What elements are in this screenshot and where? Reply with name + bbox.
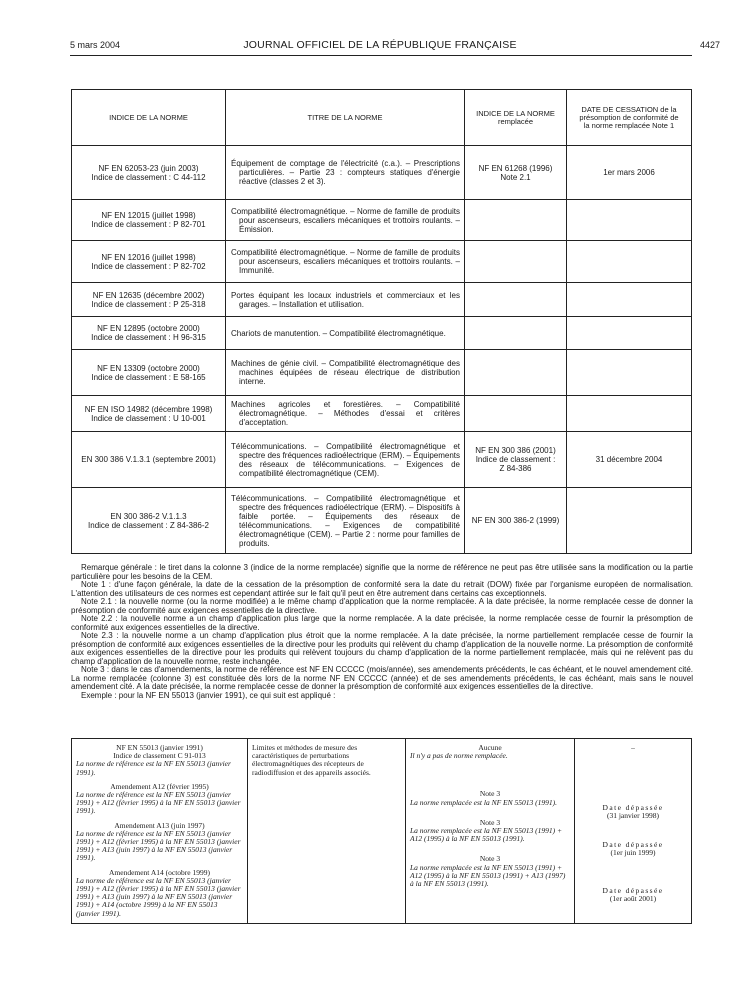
cell-titre: Portes équipant les locaux industriels et commerciaux et les garages. – Installation et utilisation. [226,283,465,317]
header-remplacee: INDICE DE LA NORME remplacée [465,90,567,146]
table-row [72,350,692,396]
cell-indice: NF EN 13309 (octobre 2000) Indice de classement : E 58-165 [72,350,226,396]
table-row [72,432,692,488]
table-row [72,283,692,317]
table-row [72,317,692,350]
note-general: Remarque générale : le tiret dans la colonne 3 (indice de la norme remplacée) signifie que la norme de référence ne peut pas être utilisée sans la modification ou la partie particulière pour les besoins de la CEM. [71,563,693,581]
table-row [72,200,692,241]
cell-date-cessation [567,350,692,396]
table-row [72,396,692,432]
header-titre: TITRE DE LA NORME [226,90,465,146]
cell-titre: Équipement de comptage de l'électricité (c.a.). – Prescriptions particulières. – Partie 23 : compteurs statiques d'énergie réactive (classes 2 et 3). [226,146,465,200]
table-row [72,146,692,200]
note-2-3: Note 2.3 : la nouvelle norme a un champ d'application plus étroit que la norme remplacée. A la date précisée, la norme partiellement remplacée cesse de fournir la présomption de conformité aux exigences essentielles de la directive pour les produits qui relèvent du champ d'application de la nouvelle norme. La présomption de conformité aux exigences essentielles de la directive pour les produits qui relèvent toujours du champ d'application de la norme partiellement remplacée, mais qui ne relèvent pas du champ d'application de la nouvelle norme, reste inchangée. [71,631,693,666]
table-row [72,488,692,554]
cell-titre: Télécommunications. – Compatibilité électromagnétique et spectre des fréquences radioélectrique (ERM). – Dispositifs à faible portée. – Équipements des réseaux de télécommunications. – Exigences de compatibilité électromagnétique (CEM). – Partie 2 : norme pour familles de produits. [226,488,465,554]
cell-remplacee [465,200,567,241]
standards-table [71,89,692,554]
cell-titre: Compatibilité électromagnétique. – Norme de famille de produits pour ascenseurs, escaliers mécaniques et trottoirs roulants. – Émission. [226,200,465,241]
cell-titre: Compatibilité électromagnétique. – Norme de famille de produits pour ascenseurs, escaliers mécaniques et trottoirs roulants. – Immunité. [226,241,465,283]
note-1: Note 1 : d'une façon générale, la date de la cessation de la présomption de conformité sera la date du retrait (DOW) fixée par l'organisme européen de normalisation. L'attention des utilisateurs de ces normes est cependant attirée sur le fait qu'il peut en être autrement dans certains cas exceptionnels. [71,580,693,598]
note-3: Note 3 : dans le cas d'amendements, la norme de référence est NF EN CCCCC (mois/année), ses amendements précédents, le cas échéant, et le nouvel amendement cité. La norme remplacée (colonne 3) est constituée dès lors de la norme NF EN CCCCC (année) et de ses amendements précédents, le cas échéant, mais sans le nouvel amendement cité. A la date précisée, la norme remplacée cesse de donner la présomption de conformité aux exigences essentielles de la directive. [71,665,693,691]
note-example: Exemple : pour la NF EN 55013 (janvier 1991), ce qui suit est appliqué : [81,690,336,700]
header-date-cessation: DATE DE CESSATION de la présomption de conformité de la norme remplacée Note 1 [567,90,692,146]
cell-indice: EN 300 386-2 V.1.1.3 Indice de classement : Z 84-386-2 [72,488,226,554]
cell-date-cessation [567,241,692,283]
example-col-date: – Date dépassée (31 janvier 1998) Date dépassée (1er juin 1999) Date dépassée (1er août 2001) [575,739,692,924]
cell-remplacee [465,241,567,283]
cell-remplacee: NF EN 61268 (1996) Note 2.1 [465,146,567,200]
page-number: 4427 [699,40,720,50]
cell-remplacee [465,350,567,396]
cell-titre: Machines de génie civil. – Compatibilité électromagnétique des machines équipées de réseau électrique de distribution interne. [226,350,465,396]
example-col-replaced: Aucune Il n'y a pas de norme remplacée. Note 3 La norme remplacée est la NF EN 55013 (1991). Note 3 La norme remplacée est la NF EN 55013 (1991) + A12 (1995) à la NF EN 55013 (1991). Note 3 La norme remplacée est la NF EN 55013 (1991) + A12 (1995) à la NF EN 55013 (1991) + A13 (1997) à la NF EN 55013 (1991). [406,739,575,924]
cell-date-cessation [567,488,692,554]
example-col-title: Limites et méthodes de mesure des caractéristiques de perturbations électromagnétiques des récepteurs de radiodiffusion et des appareils associés. [248,739,406,924]
cell-remplacee: NF EN 300 386 (2001) Indice de classement : Z 84-386 [465,432,567,488]
cell-indice: NF EN 62053-23 (juin 2003) Indice de classement : C 44-112 [72,146,226,200]
cell-remplacee [465,283,567,317]
notes-section [71,564,693,700]
cell-remplacee [465,396,567,432]
cell-titre: Télécommunications. – Compatibilité électromagnétique et spectre des fréquences radioélectrique (ERM). – Équipements des réseaux de télécommunications. – Exigences de compatibilité électromagnétique (CEM). [226,432,465,488]
cell-remplacee: NF EN 300 386-2 (1999) [465,488,567,554]
table-header-row [72,90,692,146]
cell-date-cessation [567,396,692,432]
header-rule [70,55,692,56]
cell-indice: NF EN 12895 (octobre 2000) Indice de classement : H 96-315 [72,317,226,350]
header-indice: INDICE DE LA NORME [72,90,226,146]
cell-titre: Machines agricoles et forestières. – Compatibilité électromagnétique. – Méthodes d'essai et critères d'acceptation. [226,396,465,432]
example-table [71,738,692,924]
example-col-reference: NF EN 55013 (janvier 1991) Indice de classement C 91-013 La norme de référence est la NF EN 55013 (janvier 1991). Amendement A12 (février 1995) La norme de référence est la NF EN 55013 (janvier 1991) + A12 (février 1995) à la NF EN 55013 (janvier 1991). Amendement A13 (juin 1997) La norme de référence est la NF EN 55013 (janvier 1991) + A12 (février 1995) à la NF EN 55013 (janvier 1991) + A13 (juin 1997) à la NF EN 55013 (janvier 1991). Amendement A14 (octobre 1999) La norme de référence est la NF EN 55013 (janvier 1991) + A12 (février 1995) à la NF EN 55013 (janvier 1991) + A13 (juin 1997) à la NF EN 55013 (janvier 1991) + A14 (octobre 1999) à la NF EN 55013 (janvier 1991). [72,739,248,924]
cell-indice: NF EN 12016 (juillet 1998) Indice de classement : P 82-702 [72,241,226,283]
cell-date-cessation: 31 décembre 2004 [567,432,692,488]
cell-indice: NF EN 12015 (juillet 1998) Indice de classement : P 82-701 [72,200,226,241]
table-row [72,241,692,283]
journal-title: JOURNAL OFFICIEL DE LA RÉPUBLIQUE FRANÇAISE [243,39,517,51]
cell-date-cessation: 1er mars 2006 [567,146,692,200]
cell-date-cessation [567,283,692,317]
issue-date: 5 mars 2004 [70,40,121,50]
cell-indice: EN 300 386 V.1.3.1 (septembre 2001) [72,432,226,488]
cell-indice: NF EN 12635 (décembre 2002) Indice de classement : P 25-318 [72,283,226,317]
cell-date-cessation [567,317,692,350]
cell-remplacee [465,317,567,350]
cell-indice: NF EN ISO 14982 (décembre 1998) Indice de classement : U 10-001 [72,396,226,432]
note-2-2: Note 2.2 : la nouvelle norme a un champ d'application plus large que la norme remplacée. A la date précisée, la norme remplacée cesse de fournir la présomption de conformité aux exigences essentielles de la directive. [71,614,693,632]
note-2-1: Note 2.1 : la nouvelle norme (ou la norme modifiée) a le même champ d'application que la norme remplacée. A la date précisée, la norme remplacée cesse de donner la présomption de conformité aux exigences essentielles de la directive. [71,597,693,615]
cell-date-cessation [567,200,692,241]
cell-titre: Chariots de manutention. – Compatibilité électromagnétique. [226,317,465,350]
